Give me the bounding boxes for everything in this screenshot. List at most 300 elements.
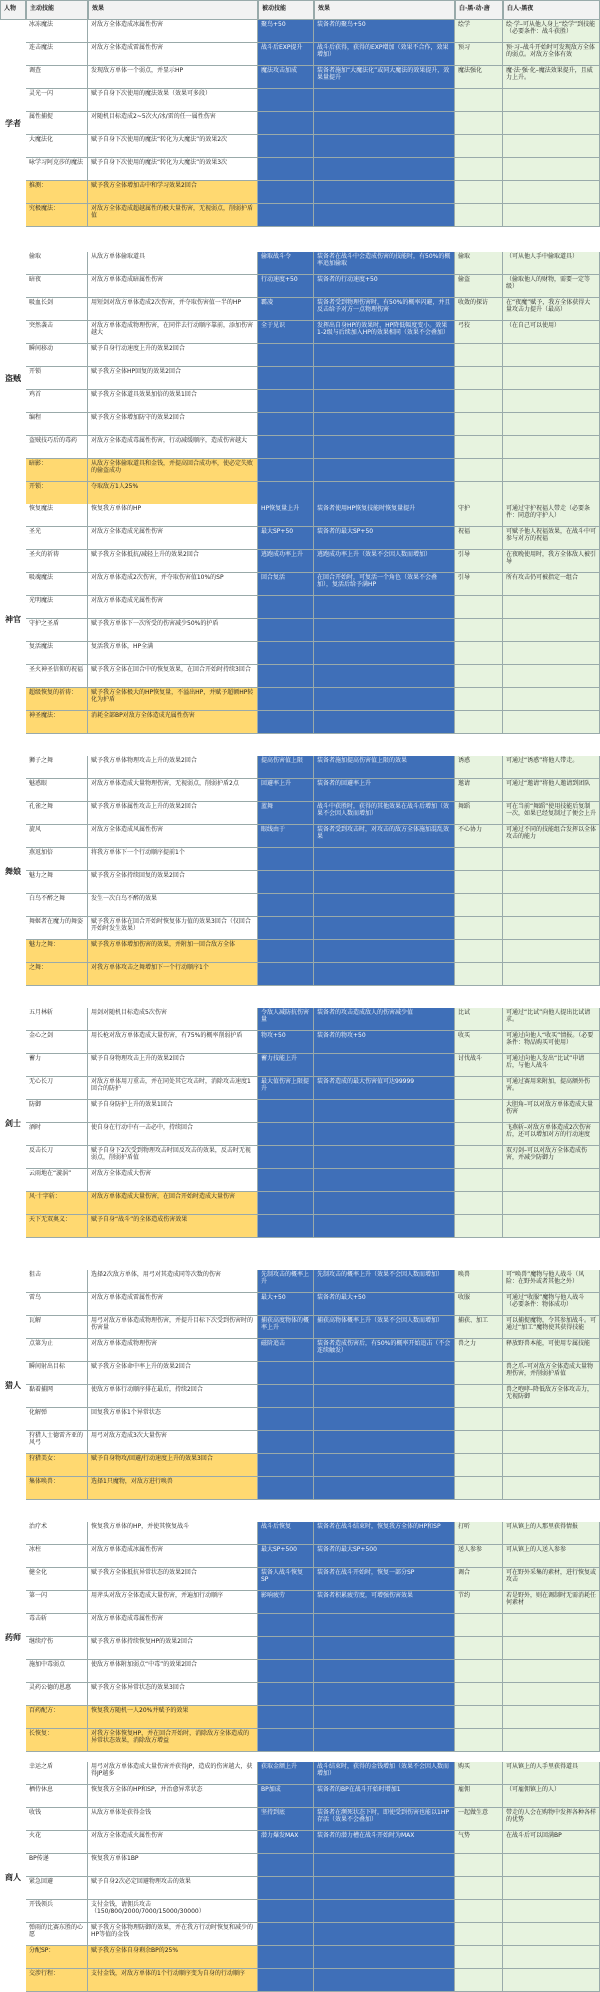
path-action-effect: 可通过不同的技能组合发挥以全体攻击的能力: [503, 825, 600, 848]
active-skill-name: 瓦解: [26, 1316, 88, 1339]
active-skill-effect: 选择1只魔物，对敌方进行唤兽: [88, 1477, 258, 1500]
passive-skill-effect: [314, 1854, 455, 1877]
active-skill-effect: 支付金钱，对敌方单体的1个行动顺序变为自身的行动顺序: [88, 1969, 258, 1992]
path-action-effect: [503, 1431, 600, 1454]
skill-row: [26, 1706, 600, 1729]
passive-skill-name: [258, 413, 314, 436]
passive-skill-name: [258, 1614, 314, 1637]
path-action-effect: 可在野外采集的素材，进行恢复或攻击: [503, 1568, 600, 1591]
passive-skill-name: [258, 642, 314, 665]
active-skill-effect: 从敌方全体偷取道具和金钱，并提高回合成功率，使必定失败的偷盗成功: [88, 459, 258, 482]
passive-skill-name: 最大值伤害上限提升: [258, 1077, 314, 1100]
passive-skill-name: [258, 1100, 314, 1123]
passive-skill-effect: 装备者积累疲劳度，可增强伤害效果: [314, 1591, 455, 1614]
passive-skill-effect: [314, 89, 455, 112]
passive-skill-name: [258, 1146, 314, 1169]
active-skill-name: 百药配方：: [26, 1706, 88, 1729]
passive-skill-name: [258, 1854, 314, 1877]
path-action-name: 引导: [455, 573, 503, 596]
passive-skill-name: 全于见识: [258, 321, 314, 344]
active-skill-effect: 支付金钱，请佣兵攻击（150/800/2000/7000/15000/30000）: [88, 1900, 258, 1923]
path-action-effect: [503, 642, 600, 665]
path-action-effect: [503, 436, 600, 459]
passive-skill-name: 回避率上升: [258, 779, 314, 802]
character-section: [0, 756, 600, 986]
skill-row: [26, 1946, 600, 1969]
path-action-name: [455, 848, 503, 871]
path-action-name: 守护: [455, 504, 503, 527]
active-skill-name: 鸡首: [26, 390, 88, 413]
active-skill-effect: 使敌方单体附加弱点“中毒”的效果2回合: [88, 1660, 258, 1683]
active-skill-name: 超级恢复的祈祷：: [26, 688, 88, 711]
path-action-effect: （可雇佣镇上的人）: [503, 1785, 600, 1808]
path-action-effect: [503, 1729, 600, 1752]
path-action-effect: [503, 1454, 600, 1477]
character-name: 神官: [0, 504, 27, 734]
passive-skill-effect: 装备者施加“大魔法化”或同大魔法的效果提升，效果量提升: [314, 66, 455, 89]
path-action-name: [455, 1946, 503, 1969]
skill-row: [26, 1729, 600, 1752]
active-skill-name: 继续疗伤: [26, 1637, 88, 1660]
skill-row: [26, 298, 600, 321]
active-skill-name: 光明魔法: [26, 596, 88, 619]
active-skill-name: 圣火神圣信仰的祝福: [26, 665, 88, 688]
active-skill-effect: 对敌方全体造成超越属性的极大量伤害，无视弱点，削弱护盾值: [88, 204, 258, 227]
skill-row: [26, 504, 600, 527]
skill-row: [26, 66, 600, 89]
passive-skill-effect: [314, 367, 455, 390]
passive-skill-effect: 装备者的物攻+50: [314, 1031, 455, 1054]
active-skill-name: 恢复魔法: [26, 504, 88, 527]
passive-skill-name: [258, 89, 314, 112]
character-name: 舞娘: [0, 756, 27, 986]
passive-skill-name: 逃跑成功率上升: [258, 550, 314, 573]
skill-row: [26, 181, 600, 204]
passive-skill-name: 磁阶追击: [258, 1339, 314, 1362]
path-action-name: 收敛的探访: [455, 298, 503, 321]
active-skill-name: 栖侍休息: [26, 1785, 88, 1808]
skill-row: [26, 43, 600, 66]
passive-skill-effect: [314, 181, 455, 204]
active-skill-name: 长恢复：: [26, 1729, 88, 1752]
active-skill-effect: 赋予我方全体道具效果加倍的效果1回合: [88, 390, 258, 413]
path-action-name: [455, 688, 503, 711]
path-action-name: 舞蹈: [455, 802, 503, 825]
path-action-effect: 所有攻击仍可被指定一组合: [503, 573, 600, 596]
passive-skill-effect: 发挥出自身HP的效果时，HP降低幅度变小。效果1-2级与后续加入HP的效果相同（效果不会叠加）: [314, 321, 455, 344]
passive-skill-name: [258, 1408, 314, 1431]
skill-row: [26, 459, 600, 482]
active-skill-name: 之舞：: [26, 963, 88, 986]
path-action-effect: [503, 1854, 600, 1877]
passive-skill-effect: [314, 711, 455, 734]
path-action-name: 唤兽: [455, 1270, 503, 1293]
passive-skill-name: [258, 963, 314, 986]
skill-row: [26, 1169, 600, 1192]
skill-row: [26, 1100, 600, 1123]
active-skill-effect: 赋予自身下次使用的魔法“转化为大魔法”的效果2次: [88, 135, 258, 158]
skill-row: [26, 1637, 600, 1660]
path-action-effect: [503, 89, 600, 112]
active-skill-effect: 赋予自身防护上升的效果1回合: [88, 1100, 258, 1123]
header-passive-effect: 效果: [314, 0, 455, 20]
passive-skill-name: [258, 344, 314, 367]
passive-skill-effect: [314, 1385, 455, 1408]
active-skill-effect: 对敌方单体造成大量伤害，在回合开始时造成大量伤害: [88, 1192, 258, 1215]
path-action-name: [455, 711, 503, 734]
passive-skill-name: 蓝舞: [258, 802, 314, 825]
active-skill-effect: 使自身在行动中有一击必中，持续回合: [88, 1123, 258, 1146]
passive-skill-effect: [314, 665, 455, 688]
skill-row: [26, 1762, 600, 1785]
path-action-name: [455, 871, 503, 894]
active-skill-effect: 赋予我方全体HP回复的效果2回合: [88, 367, 258, 390]
passive-skill-name: 物攻+50: [258, 1031, 314, 1054]
skill-row: [26, 112, 600, 135]
active-skill-effect: 发生一次白鸟不醉的效果: [88, 894, 258, 917]
skill-row: [26, 963, 600, 986]
passive-skill-effect: 装备者的最大SP+500: [314, 1545, 455, 1568]
active-skill-effect: 对敌方全体造成冰属性伤害: [88, 20, 258, 43]
active-skill-effect: 赋予我方全体抵抗异常状态的效果2回合: [88, 1568, 258, 1591]
path-action-effect: 魔·法·强·化–魔法效果提升，且威力上升。: [503, 66, 600, 89]
path-action-name: [455, 1192, 503, 1215]
passive-skill-name: [258, 135, 314, 158]
path-action-effect: [503, 665, 600, 688]
passive-skill-effect: [314, 344, 455, 367]
path-action-effect: 绘·学–可从他人身上“绘学”到技能（必要条件：战斗获胜）: [503, 20, 600, 43]
passive-skill-effect: 装备者的聚鸟+50: [314, 20, 455, 43]
active-skill-effect: 回复我方单体1个异常状态: [88, 1408, 258, 1431]
skill-row: [26, 1477, 600, 1500]
path-action-name: 预习: [455, 43, 503, 66]
passive-skill-name: [258, 436, 314, 459]
active-skill-name: 酒时: [26, 1123, 88, 1146]
active-skill-effect: 恢复我方全体的HP和SP，并治愈异常状态: [88, 1785, 258, 1808]
active-skill-effect: 消耗全部BP对敌方全体造成光属性伤害: [88, 711, 258, 734]
passive-skill-name: 影响疲劳: [258, 1591, 314, 1614]
active-skill-name: 化解弹: [26, 1408, 88, 1431]
path-action-name: [455, 1614, 503, 1637]
path-action-effect: 大胆角–可以对敌方单体造成大量伤害: [503, 1100, 600, 1123]
path-action-name: [455, 894, 503, 917]
path-action-name: [455, 917, 503, 940]
path-action-effect: [503, 344, 600, 367]
passive-skill-effect: [314, 848, 455, 871]
skill-row: [26, 802, 600, 825]
skill-row: [26, 436, 600, 459]
skill-row: [26, 1293, 600, 1316]
passive-skill-name: 偷取战斗令: [258, 252, 314, 275]
path-action-name: 送人参参: [455, 1545, 503, 1568]
path-action-name: [455, 1683, 503, 1706]
passive-skill-name: [258, 1362, 314, 1385]
active-skill-effect: 赋予我方单体物理攻击上升的效果2回合: [88, 756, 258, 779]
passive-skill-effect: 装备者的最大+50: [314, 1293, 455, 1316]
passive-skill-name: [258, 1169, 314, 1192]
path-action-effect: 双刃剑–可以对敌方全体造成伤害，并减少防御力: [503, 1146, 600, 1169]
active-skill-effect: 赋予自身下次使用的魔法效果（效果可多段）: [88, 89, 258, 112]
path-action-effect: [503, 963, 600, 986]
skill-row: [26, 20, 600, 43]
path-action-name: [455, 158, 503, 181]
active-skill-name: 防御: [26, 1100, 88, 1123]
passive-skill-effect: 逃跑成功率上升（效果不会因人数而增加）: [314, 550, 455, 573]
path-action-effect: 可从镇上的人手里获得道具: [503, 1762, 600, 1785]
passive-skill-effect: [314, 1923, 455, 1946]
passive-skill-effect: [314, 1169, 455, 1192]
active-skill-name: 开锁: [26, 367, 88, 390]
active-skill-effect: 赋予我方单体在回合开始时恢复体力值的效果3回合（仅回合开始时发生效果）: [88, 917, 258, 940]
passive-skill-effect: [314, 1683, 455, 1706]
passive-skill-name: [258, 688, 314, 711]
passive-skill-effect: 在回合开始时，可复活一个角色（效果不会叠加），复活后给予满HP: [314, 573, 455, 596]
active-skill-name: 连击魔法: [26, 43, 88, 66]
path-action-effect: [503, 390, 600, 413]
path-action-effect: [503, 367, 600, 390]
passive-skill-effect: [314, 894, 455, 917]
passive-skill-name: HP恢复量上升: [258, 504, 314, 527]
path-action-effect: 在夜晚使用时，我方全体敌人被引导: [503, 550, 600, 573]
passive-skill-name: [258, 1215, 314, 1238]
skill-row: [26, 894, 600, 917]
active-skill-effect: 赋予自身“战斗”的全体造成伤害效果: [88, 1215, 258, 1238]
path-action-name: [455, 204, 503, 227]
active-skill-name: 天下无双奥义：: [26, 1215, 88, 1238]
skill-row: [26, 1900, 600, 1923]
character-name: 剑士: [0, 1008, 27, 1238]
path-action-name: 祝福: [455, 527, 503, 550]
skill-row: [26, 756, 600, 779]
passive-skill-effect: 战斗后获得，获得的EXP增加（效果不合作，效果增加）: [314, 43, 455, 66]
path-action-name: 捕获、加工: [455, 1316, 503, 1339]
active-skill-name: 白鸟不醉之舞: [26, 894, 88, 917]
passive-skill-name: [258, 1192, 314, 1215]
path-action-effect: [503, 848, 600, 871]
active-skill-effect: 对敌方全体造成光属性伤害: [88, 527, 258, 550]
path-action-name: [455, 390, 503, 413]
path-action-name: [455, 367, 503, 390]
passive-skill-name: 坚持到底: [258, 1808, 314, 1831]
path-action-effect: 可通过向他人发出“比试”申请后，与他人战斗: [503, 1054, 600, 1077]
path-action-name: 兽之力: [455, 1339, 503, 1362]
path-action-name: 引导: [455, 550, 503, 573]
passive-skill-effect: [314, 112, 455, 135]
active-skill-effect: 对敌方全体造成风属性伤害: [88, 825, 258, 848]
character-section: [0, 20, 600, 227]
passive-skill-name: [258, 1946, 314, 1969]
path-action-effect: [503, 1923, 600, 1946]
path-action-effect: [503, 1877, 600, 1900]
path-action-name: [455, 112, 503, 135]
active-skill-name: 灵光一闪: [26, 89, 88, 112]
path-action-name: 偷盗: [455, 275, 503, 298]
passive-skill-name: [258, 1877, 314, 1900]
active-skill-name: 盗贼技巧后的毒药: [26, 436, 88, 459]
active-skill-effect: 对敌方单体造成冰属性伤害: [88, 1545, 258, 1568]
path-action-name: [455, 1900, 503, 1923]
path-action-effect: 带走的人会在购物中发挥各种各样的优势: [503, 1808, 600, 1831]
passive-skill-name: [258, 848, 314, 871]
passive-skill-effect: [314, 1054, 455, 1077]
active-skill-effect: 恢复我方随机一人20%并赋予的效果: [88, 1706, 258, 1729]
skill-row: [26, 550, 600, 573]
path-action-effect: [503, 1706, 600, 1729]
character-section: [0, 1522, 600, 1752]
passive-skill-name: BP加成: [258, 1785, 314, 1808]
active-skill-name: 魅力之舞：: [26, 940, 88, 963]
passive-skill-name: [258, 204, 314, 227]
path-action-effect: [503, 688, 600, 711]
skill-row: [26, 848, 600, 871]
path-action-name: [455, 1215, 503, 1238]
path-action-effect: [503, 1408, 600, 1431]
skill-row: [26, 1054, 600, 1077]
active-skill-effect: 用短剑对敌方单体造成2次伤害，并夺取伤害值一半的HP: [88, 298, 258, 321]
path-action-name: 邀请: [455, 779, 503, 802]
passive-skill-effect: 装备者造成伤害后，有50%的概率开始追击（不会连续触发）: [314, 1339, 455, 1362]
path-action-name: [455, 1100, 503, 1123]
active-skill-effect: 对敌方单体造成光属性伤害: [88, 596, 258, 619]
skill-row: [26, 871, 600, 894]
active-skill-effect: 用弓对敌方造成3次大量伤害: [88, 1431, 258, 1454]
active-skill-effect: 对敌方全体造成火属性伤害: [88, 1831, 258, 1854]
header-passive-skill: 被动技能: [258, 0, 314, 20]
passive-skill-effect: 装备者的潜力槽在战斗开始时为MAX: [314, 1831, 455, 1854]
path-action-name: [455, 963, 503, 986]
active-skill-name: 治疗术: [26, 1522, 88, 1545]
path-action-effect: 可通过赛用来附加，提高额外伤害。: [503, 1077, 600, 1100]
passive-skill-effect: [314, 871, 455, 894]
passive-skill-name: [258, 1683, 314, 1706]
path-action-name: [455, 181, 503, 204]
passive-skill-name: [258, 482, 314, 505]
passive-skill-effect: [314, 390, 455, 413]
passive-skill-effect: [314, 1660, 455, 1683]
active-skill-effect: 赋予我方全体增加防守的效果2回合: [88, 413, 258, 436]
active-skill-effect: 用弓对敌方单体造成物理伤害，并提升目标下次受到伤害时的伤害量: [88, 1316, 258, 1339]
active-skill-name: 偷取: [26, 252, 88, 275]
active-skill-effect: 对敌方单体造成暗属性伤害: [88, 275, 258, 298]
active-skill-effect: 将我方单体下一个行动顺序提前1个: [88, 848, 258, 871]
path-action-name: [455, 89, 503, 112]
path-action-name: [455, 619, 503, 642]
skill-row: [26, 344, 600, 367]
passive-skill-name: [258, 940, 314, 963]
passive-skill-name: [258, 1477, 314, 1500]
active-skill-effect: 赋予我方全体增加击中和学习效果2回合: [88, 181, 258, 204]
path-action-effect: 可赋予他人祝福效果，在战斗中可参与对方的祝福: [503, 527, 600, 550]
active-skill-effect: 赋予我方全体物理防御的效果，并在我方行动时恢复和减少的HP等值的金钱: [88, 1923, 258, 1946]
active-skill-effect: 赋予我方全体自身剩余BP的25%: [88, 1946, 258, 1969]
path-action-effect: [503, 1477, 600, 1500]
active-skill-name: 集体唤兽：: [26, 1477, 88, 1500]
passive-skill-effect: [314, 1215, 455, 1238]
active-skill-name: 狩猎美女：: [26, 1454, 88, 1477]
passive-skill-effect: 装备者施加提高伤害值上限的效果: [314, 756, 455, 779]
active-skill-effect: 对敌方单体造成2次伤害，并夺取伤害值10%的SP: [88, 573, 258, 596]
header-character: 人物: [0, 0, 26, 20]
path-action-effect: [503, 1946, 600, 1969]
skill-row: [26, 1683, 600, 1706]
passive-skill-effect: [314, 158, 455, 181]
skill-row: [26, 573, 600, 596]
passive-skill-effect: 装备者受到攻击时，对攻击的敌方全体施加混乱效果: [314, 825, 455, 848]
active-skill-effect: 对敌方单体造成大量物理伤害，无视弱点，削弱护盾2点: [88, 779, 258, 802]
active-skill-name: 施加中毒弱点: [26, 1660, 88, 1683]
path-action-effect: [503, 619, 600, 642]
skill-row: [26, 1831, 600, 1854]
active-skill-name: 雷鸟: [26, 1293, 88, 1316]
active-skill-name: 神圣魔法：: [26, 711, 88, 734]
path-action-effect: 在“夜魔”赋予，我方全体获得大量攻击力提升（最高）: [503, 298, 600, 321]
active-skill-name: 魅惑眼: [26, 779, 88, 802]
passive-skill-name: 眼线由于: [258, 825, 314, 848]
skill-row: [26, 527, 600, 550]
active-skill-name: 圣光: [26, 527, 88, 550]
active-skill-name: 编程: [26, 413, 88, 436]
path-action-effect: [503, 871, 600, 894]
passive-skill-name: [258, 1385, 314, 1408]
path-action-effect: [503, 135, 600, 158]
passive-skill-effect: [314, 1431, 455, 1454]
path-action-name: [455, 1454, 503, 1477]
path-action-name: [455, 1660, 503, 1683]
active-skill-effect: 赋予我方全体持续回复的效果2回合: [88, 871, 258, 894]
path-action-effect: [503, 917, 600, 940]
active-skill-effect: 恢复我方单体1BP: [88, 1854, 258, 1877]
path-action-effect: 兽之爪–可对敌方全体造成大量物理伤害，并削弱护盾值: [503, 1362, 600, 1385]
active-skill-effect: 赋予自身物理攻击上升的效果2回合: [88, 1054, 258, 1077]
active-skill-effect: 赋予我方全体极大的HP恢复量，不溢出HP，并赋予超额HP转化为护盾: [88, 688, 258, 711]
passive-skill-effect: 装备者的攻击造成敌人的伤害减少值: [314, 1008, 455, 1031]
path-action-effect: 兽之咆哮–降低敌方全体攻击力，无视防御: [503, 1385, 600, 1408]
character-section: [0, 252, 600, 505]
skill-row: [26, 1923, 600, 1946]
passive-skill-name: [258, 711, 314, 734]
header-path-desc: 白人·黑夜: [503, 0, 600, 20]
path-action-name: [455, 1408, 503, 1431]
skill-row: [26, 367, 600, 390]
skill-row: [26, 1146, 600, 1169]
path-action-effect: 可在当前“舞蹈”使用技能后复制一次，如果已经复制过了便会上升: [503, 802, 600, 825]
active-skill-name: 金心之剑: [26, 1031, 88, 1054]
active-skill-name: 紧急回避: [26, 1877, 88, 1900]
path-action-name: 比试: [455, 1008, 503, 1031]
active-skill-effect: 对敌方单体造成雷属性伤害: [88, 1293, 258, 1316]
active-skill-effect: 赋予我方全体抵抗/减轻上升的效果2回合: [88, 550, 258, 573]
active-skill-name: 弹雨的比赛东胜的心愿: [26, 1923, 88, 1946]
path-action-name: [455, 1729, 503, 1752]
skill-row: [26, 1522, 600, 1545]
path-action-name: [455, 642, 503, 665]
active-skill-name: 守护之圣盾: [26, 619, 88, 642]
path-action-effect: [503, 1637, 600, 1660]
skill-row: [26, 1568, 600, 1591]
skill-row: [26, 1591, 600, 1614]
passive-skill-name: 提高伤害值上限: [258, 756, 314, 779]
passive-skill-name: [258, 1123, 314, 1146]
path-action-name: [455, 1362, 503, 1385]
passive-skill-effect: [314, 1100, 455, 1123]
passive-skill-name: 蓄力技能上升: [258, 1054, 314, 1077]
active-skill-effect: 对敌方单体用刀重击，并在同处其它攻击时，消除攻击速度1回合的防护: [88, 1077, 258, 1100]
active-skill-name: BP传递: [26, 1854, 88, 1877]
passive-skill-effect: [314, 459, 455, 482]
skill-row: [26, 1854, 600, 1877]
path-action-name: 调合: [455, 1568, 503, 1591]
active-skill-name: 反击长刀: [26, 1146, 88, 1169]
